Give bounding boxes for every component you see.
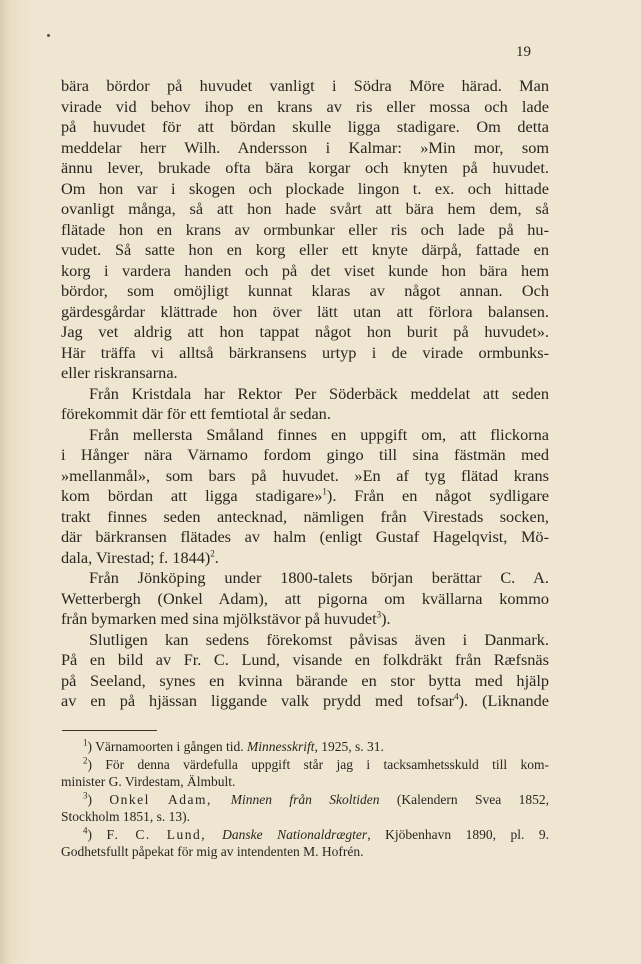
footnote-text: Värnamoorten i gången tid. [95,739,247,754]
footnote-ref: 3 [376,609,382,620]
footnote-1: $^1$) Värnamoorten i gången tid. Minnesskrift, 1925, s. 31. [83,737,384,754]
text-fragment: dala, Virestad; f. 1844) [61,547,211,567]
footnote-mark: 1 [83,737,88,748]
footnote-text: , 1925, s. 31. [314,739,384,754]
footnote-divider [62,730,157,731]
text-line: förekommit där för ett femtiotal år sedan. [61,404,331,423]
footnote-title: Danske Nationaldrægter [222,826,368,842]
text-line: Jag vet aldrig att hon tappat något hon burit på huvudet». [61,322,549,341]
footnote-text: F. C. Lund, [106,826,223,842]
text-line: på Seeland, synes en kvinna bärande en stor bytta med hjälp [61,670,549,690]
text-line: Här träffa vi alltså bärkransens urtyp i de virade ormbunks- [61,342,549,362]
footnote-3: $^3$) Onkel Adam, Minnen från Skoltiden (Kalendern Svea 1852, [83,790,550,807]
text-line: Wetterbergh (Onkel Adam), att pigorna om kvällarna kommo [61,588,549,608]
body-text [61,76,549,712]
text-line: trakt finnes seden antecknad, nämligen från Virestads socken, [61,506,549,526]
text-line: gärdesgårdar klättrade hon över lätt utan att förlora balansen. [61,301,549,321]
text-line: bördor, som omöjligt kunnat klaras av något annan. Och [61,281,549,300]
text-line: korg i vardera handen och på det viset kunde hon bära hem [61,260,549,280]
footnote-title: Minnen från Skoltiden [230,791,380,807]
text-fragment: ). [381,609,391,628]
footnote-ref: 2 [210,548,215,559]
text-line: Slutligen kan sedens förekomst påvisas även i Danmark. [89,629,549,649]
text-line [61,486,549,507]
text-fragment: kom bördan att ligga stadigare» [61,486,323,505]
text-fragment: . [214,547,219,567]
text-line: »mellanmål», som bars på huvudet. »En af tyg flätad krans [61,465,549,485]
text-line: ovanligt många, så att hon hade svårt att bära hem dem, så [61,199,549,218]
footnote-mark: 4 [83,825,88,835]
footnote-4-cont: Godhetsfullt påpekat för mig av intendenten M. Hofrén. [61,844,364,859]
footnote-2-cont: minister G. Virdestam, Älmbult. [61,774,236,789]
text-line: Från mellersta Småland finnes en uppgift om, att flickorna [89,424,549,444]
page-number: 19 [516,44,531,60]
footnote-mark: 2 [83,755,88,765]
text-line: på huvudet för att bördan skulle ligga stadigare. Om detta [61,117,549,136]
text-line: Om hon var i skogen och plockade lingon t. ex. och hittade [61,178,549,198]
text-line [61,609,549,630]
text-line [61,691,549,712]
footnote-text: , Kjöbenhavn 1890, pl. 9. [367,826,550,842]
text-line: meddelar herr Wilh. Andersson i Kalmar: »Min mor, som [61,137,549,157]
footnote-2: $^2$) För denna värdefulla uppgift står jag i tacksamhetsskuld till kom- [83,755,550,772]
text-line: På en bild av Fr. C. Lund, visande en folkdräkt från Ræfsnäs [61,650,549,669]
text-line: vudet. Så satte hon en korg eller ett knyte därpå, fattade en [61,240,549,259]
footnotes [61,738,549,861]
footnote-title: Minnesskrift [246,739,315,754]
text-fragment: (Liknande [482,691,549,710]
text-fragment: från bymarken med sina mjölkstävor på huvudet [61,609,377,628]
footnote-ref: 1 [322,486,327,497]
specks [47,34,50,37]
text-fragment: ). Från en något sydligare [326,486,549,505]
footnote-3-cont: Stockholm 1851, s. 13). [61,809,191,824]
text-line: ännu lever, brukade ofta bära korgar och knyten på huvudet. [61,158,549,177]
text-line: i Hånger nära Värnamo fordom gingo till sina fästmän med [61,445,549,464]
text-line: där bärkransen flätades av halm (enligt Gustaf Hagelqvist, Mö- [61,527,549,546]
text-line: bära bördor på huvudet vanligt i Södra Möre härad. Man [61,76,549,95]
text-line: eller riskransarna. [61,363,178,382]
text-line: flätade hon en krans av ormbunkar eller ris och lade på hu- [61,219,549,239]
footnote-mark: 3 [83,790,88,800]
footnote-text: Onkel Adam, [109,791,231,807]
text-fragment: av en på hjässan liggande valk prydd med tofsar [61,691,455,710]
text-line: Från Kristdala har Rektor Per Söderbäck meddelat att seden [89,383,549,403]
text-line [61,548,549,569]
footnote-ref: 4 [454,691,459,702]
text-line: Från Jönköping under 1800-talets början berättar C. A. [89,568,549,587]
footnote-text: För denna värdefulla uppgift står jag i tacksamhetsskuld till kom- [105,756,550,772]
footnote-text: (Kalendern Svea 1852, [379,791,550,807]
text-fragment: ). [458,691,483,710]
footnote-4: $^4$) F. C. Lund, Danske Nationaldrægter, Kjöbenhavn 1890, pl. 9. [83,825,550,842]
text-line: virade vid behov ihop en krans av ris eller mossa och lade [61,96,549,116]
